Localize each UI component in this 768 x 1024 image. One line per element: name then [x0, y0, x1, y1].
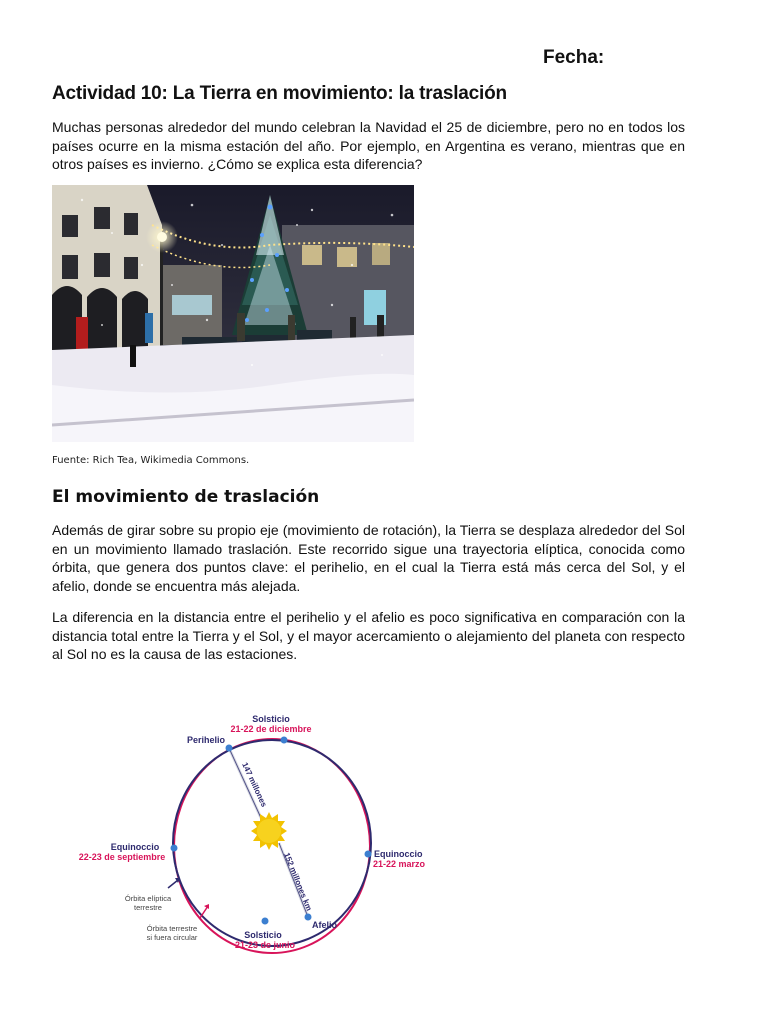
december-solstice-dot [281, 737, 288, 744]
translation-paragraph: Además de girar sobre su propio eje (movimiento de rotación), la Tierra se desplaza alrededor del Sol en un movimiento llamado traslación. Este recorrido sigue una trayectoria elíptica, conocida como órbita, que genera dos puntos clave: el perihelio, en el cual la Tierra está más cerca del Sol, y el afelio, donde se encuentra más alejada. [52, 522, 685, 594]
june-solstice-dot [262, 918, 269, 925]
sun-icon [251, 812, 287, 850]
december-solstice-date: 21-22 de diciembre [230, 724, 312, 734]
seasons-paragraph: La diferencia en la distancia entre el perihelio y el afelio es poco significativa en comparación con la distancia total entre la Tierra y el Sol, y el mayor acercamiento o alejamiento del planeta con respecto al Sol no es la causa de las estaciones. [52, 609, 685, 662]
june-solstice-name: Solsticio [244, 930, 282, 940]
date-label: Fecha: [543, 47, 605, 68]
max-distance-label: 152 millones km [282, 851, 314, 913]
section-title: El movimiento de traslación [52, 487, 320, 507]
march-equinox-dot [365, 851, 372, 858]
march-equinox-date: 21-22 marzo [373, 859, 426, 869]
september-equinox-date: 22-23 de septiembre [78, 852, 166, 862]
min-distance-label: 147 millones [240, 761, 269, 809]
aphelion-dot [305, 914, 312, 921]
photo-caption: Fuente: Rich Tea, Wikimedia Commons. [52, 455, 250, 466]
perihelion-dot [226, 745, 233, 752]
june-solstice-date: 21-23 de junio [234, 940, 296, 950]
september-equinox-name: Equinoccio [110, 842, 160, 852]
legend-elliptic-line1: Órbita elíptica [124, 894, 172, 903]
intro-paragraph: Muchas personas alrededor del mundo celebran la Navidad el 25 de diciembre, pero no en todos los países ocurre en la misma estación del año. Por ejemplo, en Argentina es verano, mientras que en otros países es invierno. ¿Cómo se explica esta diferencia? [52, 119, 685, 172]
activity-title: Actividad 10: La Tierra en movimiento: la traslación [52, 83, 507, 104]
september-equinox-dot [171, 845, 178, 852]
legend-circular-line2: si fuera circular [146, 933, 198, 942]
perihelion-label: Perihelio [186, 735, 226, 745]
christmas-snow-photo [52, 185, 414, 442]
aphelion-label: Afelio [312, 920, 338, 930]
legend-circular-line1: Órbita terrestre [146, 924, 198, 933]
orbit-diagram [60, 700, 460, 970]
december-solstice-name: Solsticio [252, 714, 290, 724]
legend-elliptic-line2: terrestre [134, 903, 162, 912]
circular-orbit [174, 739, 370, 953]
march-equinox-name: Equinoccio [374, 849, 423, 859]
